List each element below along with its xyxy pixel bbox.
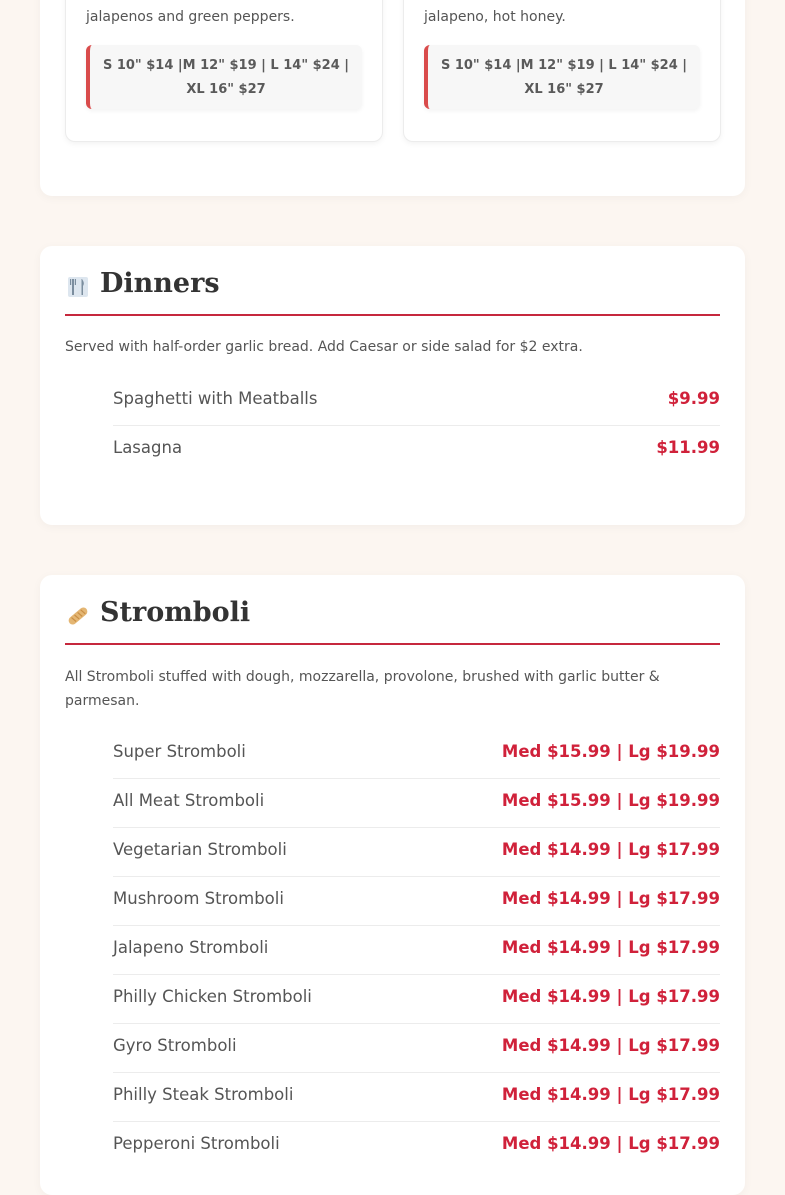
menu-item — [113, 1073, 720, 1122]
menu-item — [113, 1122, 720, 1170]
menu-item-price: $11.99 — [656, 438, 720, 457]
menu-item-price: Med $14.99 | Lg $17.99 — [501, 987, 720, 1006]
pizza-description: jalapenos and green peppers. — [86, 9, 295, 25]
menu-item-price: Med $14.99 | Lg $17.99 — [501, 1085, 720, 1104]
menu-item-name: All Meat Stromboli — [113, 791, 265, 810]
pizza-section — [40, 0, 745, 196]
menu-item — [113, 1024, 720, 1073]
menu-item-name: Philly Chicken Stromboli — [113, 987, 312, 1006]
menu-item-price: Med $15.99 | Lg $19.99 — [501, 791, 720, 810]
menu-item-price: Med $14.99 | Lg $17.99 — [501, 840, 720, 859]
menu-item-name: Super Stromboli — [113, 742, 246, 761]
stromboli-section — [40, 575, 745, 1195]
fork-knife-icon — [65, 274, 91, 300]
section-note: All Stromboli stuffed with dough, mozzarella, provolone, brushed with garlic butter & parmesan. — [65, 669, 660, 709]
menu-item-name: Mushroom Stromboli — [113, 889, 284, 908]
menu-item — [113, 730, 720, 779]
menu-item-price: Med $15.99 | Lg $19.99 — [501, 742, 720, 761]
menu-item-price: $9.99 — [667, 389, 720, 408]
menu-item-name: Pepperoni Stromboli — [113, 1134, 280, 1153]
dinners-section — [40, 246, 745, 525]
menu-item — [113, 877, 720, 926]
menu-item-price: Med $14.99 | Lg $17.99 — [501, 1134, 720, 1153]
menu-item-name: Gyro Stromboli — [113, 1036, 237, 1055]
pizza-card — [65, 0, 383, 142]
section-header — [65, 270, 720, 316]
section-note: Served with half-order garlic bread. Add Caesar or side salad for $2 extra. — [65, 339, 583, 355]
pizza-price-box: S 10" $14 |M 12" $19 | L 14" $24 | XL 16" $27 — [424, 45, 700, 109]
menu-item-name: Lasagna — [113, 438, 183, 457]
menu-item — [113, 377, 720, 426]
menu-item-name: Philly Steak Stromboli — [113, 1085, 294, 1104]
menu-item-price: Med $14.99 | Lg $17.99 — [501, 889, 720, 908]
bread-icon — [65, 603, 91, 629]
section-header — [65, 599, 720, 645]
section-title: Stromboli — [100, 597, 251, 628]
menu-item — [113, 828, 720, 877]
menu-item — [113, 779, 720, 828]
menu-list — [113, 730, 720, 1170]
pizza-card — [403, 0, 721, 142]
pizza-price-box: S 10" $14 |M 12" $19 | L 14" $24 | XL 16" $27 — [86, 45, 362, 109]
menu-list — [113, 377, 720, 474]
menu-item-price: Med $14.99 | Lg $17.99 — [501, 1036, 720, 1055]
menu-item — [113, 426, 720, 474]
menu-item — [113, 975, 720, 1024]
menu-item-name: Vegetarian Stromboli — [113, 840, 287, 859]
menu-item-price: Med $14.99 | Lg $17.99 — [501, 938, 720, 957]
menu-item — [113, 926, 720, 975]
pizza-description: jalapeno, hot honey. — [424, 9, 566, 25]
menu-item-name: Spaghetti with Meatballs — [113, 389, 318, 408]
section-title: Dinners — [100, 268, 220, 299]
menu-item-name: Jalapeno Stromboli — [113, 938, 269, 957]
